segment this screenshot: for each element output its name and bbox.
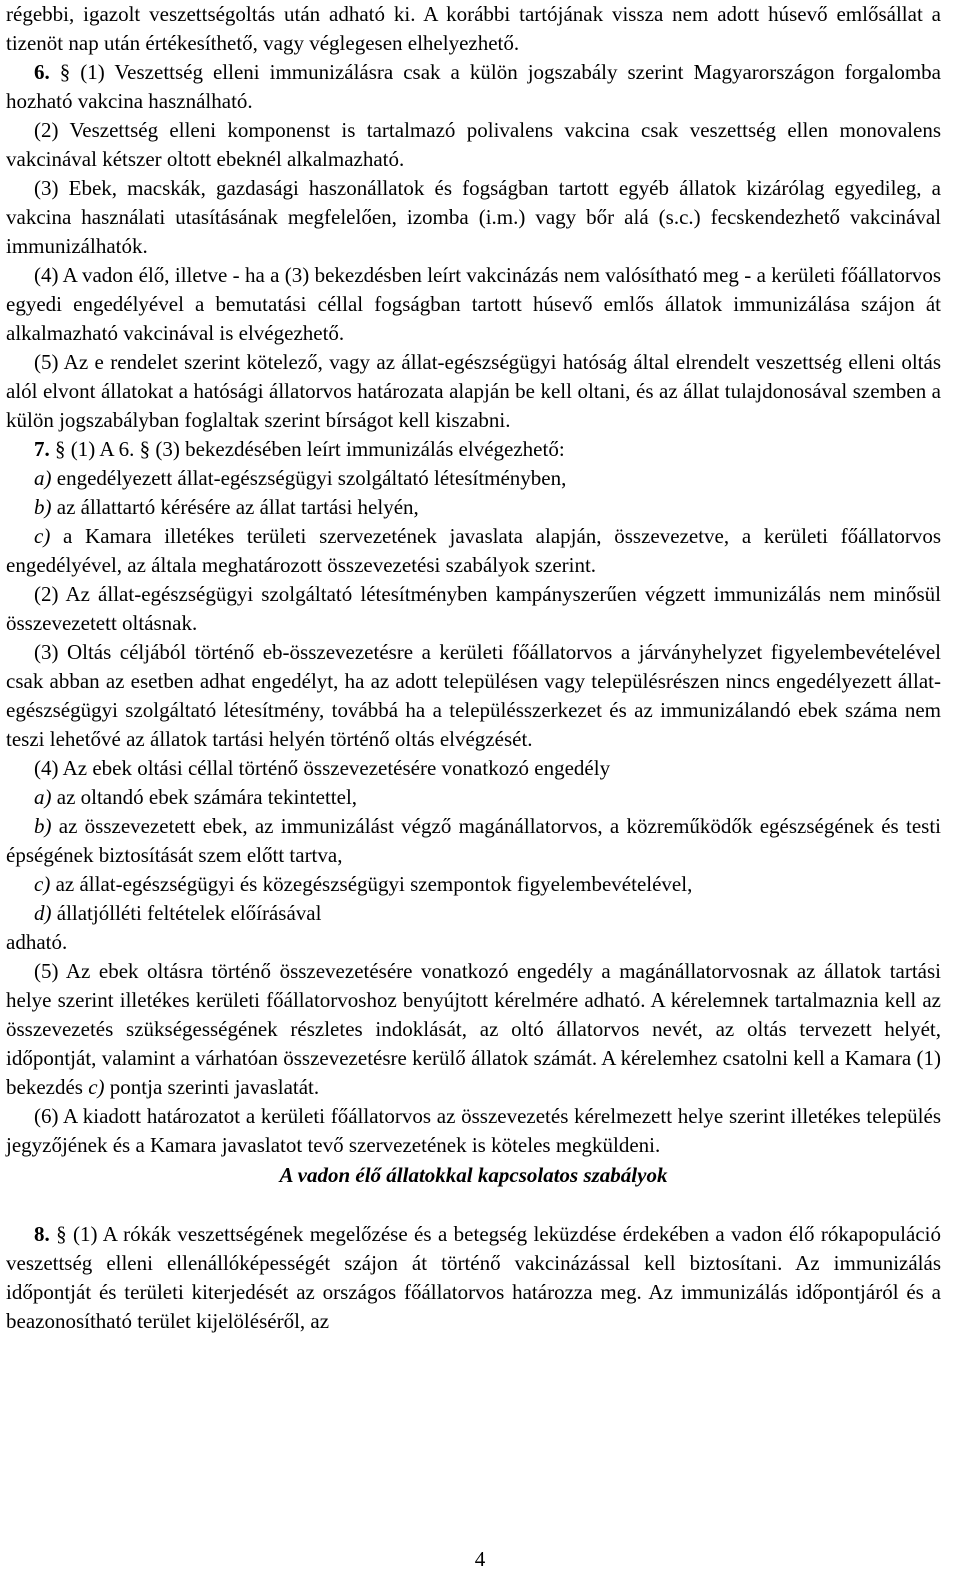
paragraph — [6, 464, 941, 493]
paragraph — [6, 522, 941, 580]
point-label: a) — [34, 785, 52, 809]
paragraph — [6, 1220, 941, 1336]
paragraph — [6, 812, 941, 870]
paragraph-text: adható. — [6, 930, 68, 954]
paragraph-text: az összevezetett ebek, az immunizálást végző magánállatorvos, a közreműködők egészségének és testi épségének biztosítását szem előtt tartva, — [6, 814, 941, 867]
paragraph-text: engedélyezett állat-egészségügyi szolgáltató létesítményben, — [51, 466, 567, 490]
section-number: 6. — [34, 60, 50, 84]
paragraph — [6, 116, 941, 174]
paragraph — [6, 928, 941, 957]
paragraph-text: (3) Oltás céljából történő eb-összevezetésre a kerületi főállatorvos a járványhelyzet figyelembevételével csak abban az esetben adhat engedélyt, ha az adott településen vagy településrészen nincs engedélyezett állat-egészségügyi szolgáltató létesítmény, továbbá ha a településszerkezet és az immunizálandó ebek száma nem teszi lehetővé az állatok tartási helyén történő oltás elvégzését. — [6, 640, 941, 751]
paragraph — [6, 348, 941, 435]
paragraph — [6, 899, 941, 928]
point-label: d) — [34, 901, 52, 925]
point-label: b) — [34, 495, 52, 519]
paragraph-text: § (1) A 6. § (3) bekezdésében leírt immunizálás elvégezhető: — [49, 437, 565, 461]
point-label: b) — [34, 814, 52, 838]
paragraph — [6, 58, 941, 116]
paragraph-text: (4) Az ebek oltási céllal történő összevezetésére vonatkozó engedély — [34, 756, 611, 780]
paragraph-text: (5) Az ebek oltásra történő összevezetésére vonatkozó engedély a magánállatorvosnak az állatok tartási helye szerint illetékes kerületi főállatorvoshoz benyújtott kérelmére adható. A kérelemnek tartalmaznia kell az összevezetés szükségességének részletes indoklását, az oltó állatorvos nevét, az oltás tervezett helyét, időpontját, valamint a várhatóan összevezetésre kerülő állatok számát. A kérelemhez csatolni kell a Kamara (1) bekezdés — [6, 959, 941, 1099]
paragraph — [6, 261, 941, 348]
paragraph-text: (6) A kiadott határozatot a kerületi főállatorvos az összevezetés kérelmezett helye szerint illetékes település jegyzőjének és a Kamara javaslatot tevő szervezetének is köteles megküldeni. — [6, 1104, 941, 1157]
paragraph-text: (4) A vadon élő, illetve - ha a (3) bekezdésben leírt vakcinázás nem valósítható meg - a kerületi főállatorvos egyedi engedélyével a bemutatási céllal fogságban tartott húsevő emlős állatok immunizálása szájon át alkalmazható vakcinával is elvégezhető. — [6, 263, 941, 345]
paragraph-text: (5) Az e rendelet szerint kötelező, vagy az állat-egészségügyi hatóság által elrendelt veszettség elleni oltás alól elvont állatokat a hatósági állatorvos határozata alapján be kell oltani, és az állat tulajdonosával szemben a külön jogszabályban foglaltak szerint bírságot kell kiszabni. — [6, 350, 941, 432]
point-label: c) — [34, 872, 51, 896]
point-label: c) — [88, 1075, 105, 1099]
document-body — [6, 0, 941, 1336]
paragraph — [6, 174, 941, 261]
section-number: 8. — [34, 1222, 50, 1246]
paragraph — [6, 580, 941, 638]
paragraph — [6, 870, 941, 899]
section-number: 7. — [34, 437, 50, 461]
paragraph-text: pontja szerinti javaslatát. — [104, 1075, 320, 1099]
paragraph — [6, 754, 941, 783]
paragraph-text: az állattartó kérésére az állat tartási helyén, — [51, 495, 419, 519]
paragraph-text: állatjólléti feltételek előírásával — [51, 901, 322, 925]
page-number: 4 — [474, 1547, 486, 1571]
paragraph-text: (3) Ebek, macskák, gazdasági haszonállatok és fogságban tartott egyéb állatok kizárólag egyedileg, a vakcina használati utasításának megfelelően, izomba (i.m.) vagy bőr alá (s.c.) fecskendezhető vakcinával immunizálhatók. — [6, 176, 941, 258]
paragraph-text: az állat-egészségügyi és közegészségügyi szempontok figyelembevételével, — [50, 872, 693, 896]
paragraph — [6, 493, 941, 522]
paragraph — [6, 435, 941, 464]
paragraph — [6, 957, 941, 1102]
paragraph-text: § (1) Veszettség elleni immunizálásra csak a külön jogszabály szerint Magyarországon forgalomba hozható vakcina használható. — [6, 60, 941, 113]
paragraph-text: az oltandó ebek számára tekintettel, — [51, 785, 358, 809]
paragraph-text: (2) Az állat-egészségügyi szolgáltató létesítményben kampányszerűen végzett immunizálás nem minősül összevezetett oltásnak. — [6, 582, 941, 635]
paragraph-text: régebbi, igazolt veszettségoltás után adható ki. A korábbi tartójának vissza nem adott húsevő emlősállat a tizenöt nap után értékesíthető, vagy véglegesen elhelyezhető. — [6, 2, 941, 55]
paragraph — [6, 1102, 941, 1160]
paragraph — [6, 783, 941, 812]
paragraph — [6, 0, 941, 58]
point-label: c) — [34, 524, 51, 548]
section-heading: A vadon élő állatokkal kapcsolatos szabályok — [279, 1163, 668, 1187]
paragraph-text: § (1) A rókák veszettségének megelőzése és a betegség leküzdése érdekében a vadon élő rókapopuláció veszettség elleni ellenállóképességét szájon át történő vakcinázással kell biztosítani. Az immunizálás időpontját és területi kiterjedését az országos főállatorvos határozza meg. Az immunizálás időpontjáról és a beazonosítható terület kijelöléséről, az — [6, 1222, 941, 1333]
point-label: a) — [34, 466, 52, 490]
paragraph-text: a Kamara illetékes területi szervezetének javaslata alapján, összevezetve, a kerületi főállatorvos engedélyével, az általa meghatározott összevezetési szabályok szerint. — [6, 524, 941, 577]
paragraph — [6, 638, 941, 754]
paragraph-text: (2) Veszettség elleni komponenst is tartalmazó polivalens vakcina csak veszettség ellen monovalens vakcinával kétszer oltott ebeknél alkalmazható. — [6, 118, 941, 171]
